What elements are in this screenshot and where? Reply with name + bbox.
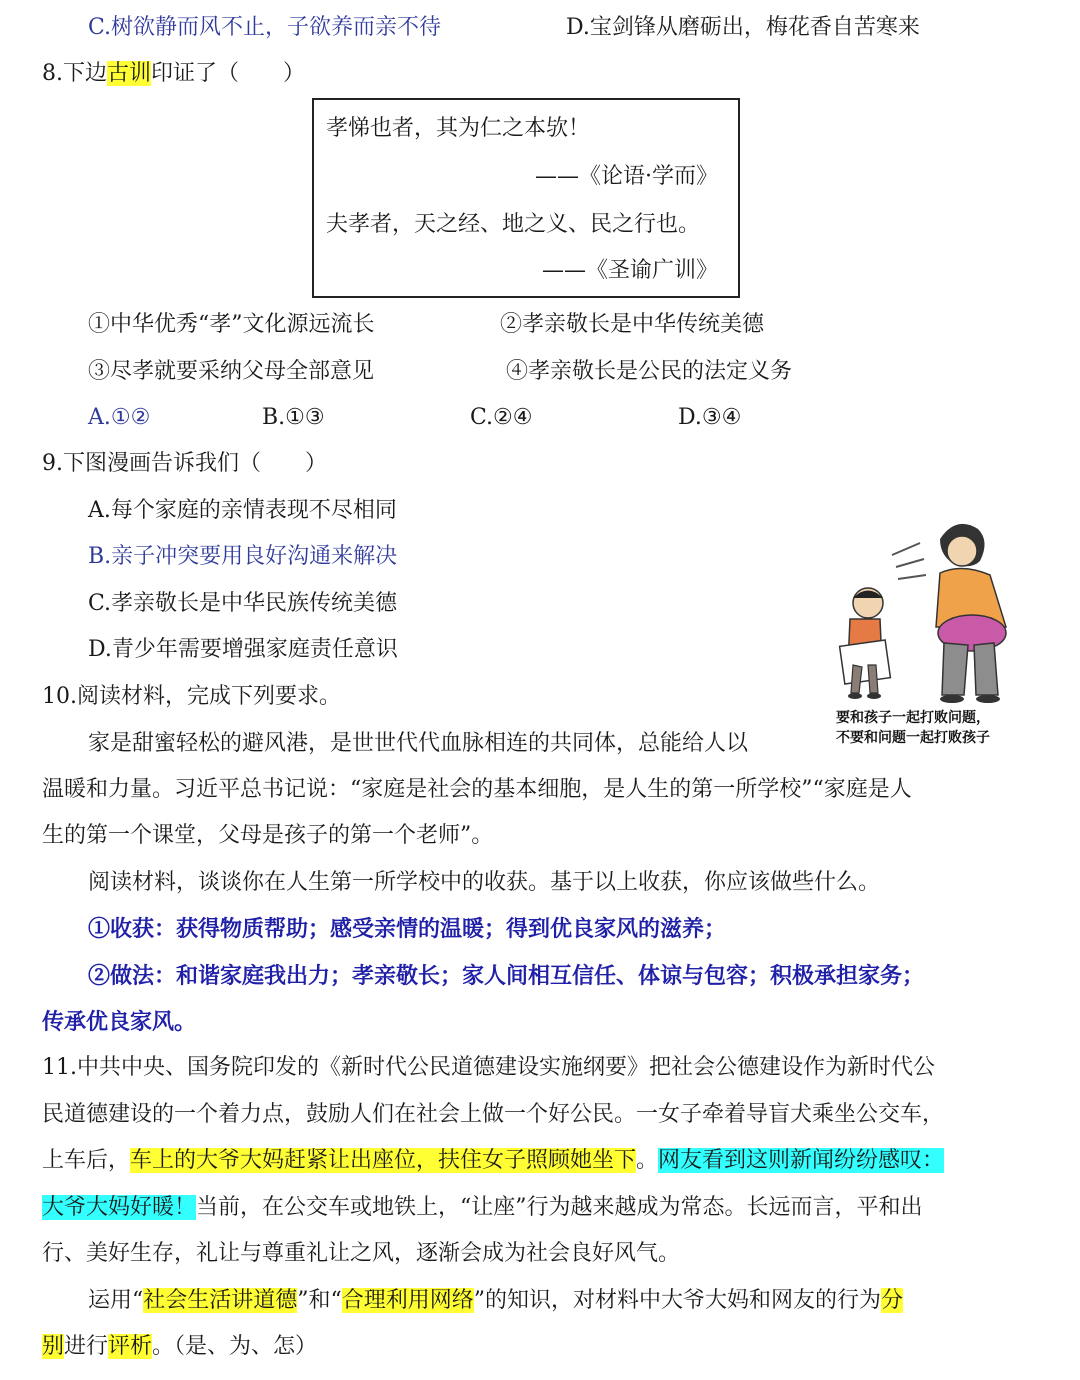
q7-option-c: C.树欲静而风不止，子欲养而亲不待 bbox=[88, 15, 442, 40]
q11-line-3 bbox=[42, 1146, 944, 1176]
q8-stem-post: 印证了（ ） bbox=[151, 61, 306, 86]
q11-line-2: 民道德建设的一个着力点，鼓励人们在社会上做一个好公民。一女子牵着导盲犬乘坐公交车， bbox=[42, 1102, 945, 1127]
q11-highlight-elders: 车上的大爷大妈赶紧让出座位，扶住女子照顾她坐下 bbox=[130, 1148, 637, 1173]
q9-stem: 9.下图漫画告诉我们（ ） bbox=[42, 451, 327, 476]
q11-highlight-netizens: 网友看到这则新闻纷纷感叹： bbox=[658, 1148, 945, 1173]
q8-option-b: B.①③ bbox=[262, 405, 325, 430]
q11-highlight-warm: 大爷大妈好暖！ bbox=[42, 1195, 197, 1220]
q8-item-3: ③尽孝就要采纳父母全部意见 bbox=[88, 359, 375, 384]
q8-stem-highlight: 古训 bbox=[107, 61, 152, 86]
q8-stem-pre: 8.下边 bbox=[42, 61, 107, 86]
q11-line-3-dot: 。 bbox=[636, 1148, 659, 1173]
q11-line-4-post: 当前，在公交车或地铁上，“让座”行为越来越成为常态。长远而言，平和出 bbox=[196, 1195, 923, 1220]
q7-option-d: D.宝剑锋从磨砺出，梅花香自苦寒来 bbox=[566, 15, 920, 40]
q11-line-1: 11.中共中央、国务院印发的《新时代公民道德建设实施纲要》把社会公德建设作为新时代公 bbox=[42, 1055, 935, 1080]
q10-stem: 10.阅读材料，完成下列要求。 bbox=[42, 684, 341, 709]
q8-item-2: ②孝亲敬长是中华传统美德 bbox=[500, 312, 765, 337]
q11-highlight-network: 合理利用网络 bbox=[341, 1288, 474, 1313]
cartoon-caption bbox=[836, 708, 990, 748]
q8-quote-box bbox=[312, 98, 740, 298]
q8-item-1: ①中华优秀“孝”文化源远流长 bbox=[88, 312, 375, 337]
cartoon-caption-line-1: 要和孩子一起打败问题， bbox=[836, 710, 990, 726]
q11-l6-c: ”的知识，对材料中大爷大妈和网友的行为 bbox=[473, 1288, 882, 1313]
q10-para-line-1: 家是甜蜜轻松的避风港，是世世代代血脉相连的共同体，总能给人以 bbox=[88, 731, 749, 756]
q8-item-4: ④孝亲敬长是公民的法定义务 bbox=[506, 359, 793, 384]
q11-line-5: 行、美好生存，礼让与尊重礼让之风，逐渐会成为社会良好风气。 bbox=[42, 1241, 681, 1266]
q11-l7-b: 。（是、为、怎） bbox=[152, 1334, 318, 1359]
q9-option-a: A.每个家庭的亲情表现不尽相同 bbox=[88, 498, 397, 523]
q11-line-4 bbox=[42, 1193, 923, 1223]
q10-para-line-2: 温暖和力量。习近平总书记说：“家庭是社会的基本细胞，是人生的第一所学校”“家庭是人 bbox=[42, 777, 912, 802]
q8-quote-2: 夫孝者，天之经、地之义、民之行也。 bbox=[326, 212, 701, 237]
q8-source-2: ——《圣谕广训》 bbox=[541, 258, 718, 283]
q11-highlight-pingxi: 评析 bbox=[108, 1334, 153, 1359]
q11-highlight-fen: 分 bbox=[881, 1288, 904, 1313]
q8-stem bbox=[42, 59, 305, 89]
q11-l6-a: 运用“ bbox=[88, 1288, 144, 1313]
q11-line-3-pre: 上车后， bbox=[42, 1148, 131, 1173]
q10-answer-2-cont: 传承优良家风。 bbox=[42, 1009, 197, 1035]
q11-l6-b: ”和“ bbox=[297, 1288, 342, 1313]
cartoon-caption-line-2: 不要和问题一起打败孩子 bbox=[836, 730, 990, 746]
mother-figure bbox=[936, 524, 1006, 703]
q11-line-7 bbox=[42, 1332, 317, 1362]
q8-option-c: C.②④ bbox=[470, 405, 533, 430]
q9-option-d: D.青少年需要增强家庭责任意识 bbox=[88, 637, 398, 662]
q9-option-b: B.亲子冲突要用良好沟通来解决 bbox=[88, 544, 398, 569]
q10-answer-1: ①收获：获得物质帮助；感受亲情的温暖；得到优良家风的滋养； bbox=[88, 916, 727, 942]
q11-highlight-bie: 别 bbox=[42, 1334, 65, 1359]
shout-marks bbox=[892, 543, 926, 579]
q11-line-6 bbox=[88, 1286, 903, 1316]
q8-option-a: A.①② bbox=[88, 405, 151, 430]
q10-task: 阅读材料，谈谈你在人生第一所学校中的收获。基于以上收获，你应该做些什么。 bbox=[88, 870, 881, 895]
q8-source-1: ——《论语·学而》 bbox=[535, 164, 718, 189]
q10-answer-2: ②做法：和谐家庭我出力；孝亲敬长；家人间相互信任、体谅与包容；积极承担家务； bbox=[88, 963, 925, 989]
q10-para-line-3: 生的第一个课堂，父母是孩子的第一个老师”。 bbox=[42, 823, 494, 848]
q8-quote-1: 孝悌也者，其为仁之本欤！ bbox=[326, 116, 591, 141]
q8-option-d: D.③④ bbox=[678, 405, 742, 430]
boy-figure bbox=[840, 588, 891, 699]
q11-l7-a: 进行 bbox=[64, 1334, 109, 1359]
q9-option-c: C.孝亲敬长是中华民族传统美德 bbox=[88, 591, 398, 616]
q11-highlight-morality: 社会生活讲道德 bbox=[143, 1288, 298, 1313]
